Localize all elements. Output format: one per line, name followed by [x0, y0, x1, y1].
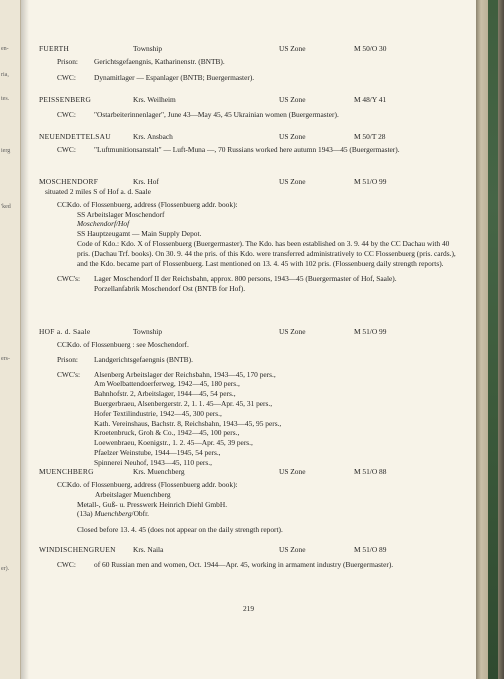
- field-text: Gerichtsgefaengnis, Katharinenstr. (BNTB).: [94, 57, 225, 66]
- field-text: Lager Moschendorf II der Reichsbahn, approx. 800 persons, 1943—45 (Buergermaster of Hof, Saale).: [94, 274, 397, 284]
- field-text: Landgerichtsgefaengnis (BNTB).: [94, 354, 193, 364]
- place-name: NEUENDETTELSAU: [39, 132, 111, 141]
- entry-hof: [39, 327, 459, 468]
- entry-moschendorf: [39, 177, 459, 294]
- cwcs-line: [39, 274, 459, 294]
- cwc-line: [39, 145, 459, 155]
- place-name: HOF a. d. Saale: [39, 327, 91, 336]
- list-item: Am Woelbattendoerferweg, 1942—45, 180 pers.,: [94, 379, 240, 389]
- place-name: FUERTH: [39, 44, 70, 53]
- zone: US Zone: [279, 327, 306, 336]
- entry-muenchberg: [39, 467, 459, 535]
- field-text: Porzellanfabrik Moschendorf Ost (BNTB for Hof).: [94, 284, 246, 294]
- book-cover-edge: [488, 0, 498, 679]
- camp-list: [94, 370, 459, 468]
- district: Krs. Muenchberg: [133, 467, 185, 476]
- entry-fuerth: [39, 44, 459, 83]
- zone: US Zone: [279, 467, 306, 476]
- code-paragraph: Code of Kdo.: Kdo. X of Flossenbuerg (Buergermaster). The Kdo. has been established on 3. 9. 44 by the CC Dachau with 40 pris. (Dachau Trf. books). On 30. 9. 44 the pris. of this Kdo. were transferred administratively to CC Flossenbuerg (pris. cards.), and the Kdo. became part of Flossenbuerg. Last mentioned on 13. 4. 45 with 102 pris. (Flossenbuerg daily strength reports).: [77, 238, 456, 268]
- location-note: situated 2 miles S of Hof a. d. Saale: [45, 187, 151, 196]
- entry-header: [39, 132, 459, 142]
- place-name: PEISSENBERG: [39, 95, 92, 104]
- district: Township: [133, 44, 163, 53]
- list-item: Pfaelzer Weinstube, 1944—1945, 54 pers.,: [94, 447, 221, 457]
- cwc-line: [39, 110, 459, 120]
- document-page: [21, 0, 476, 679]
- map-reference: M 51/O 99: [354, 177, 387, 186]
- list-item: Hofer Textilindustrie, 1942—45, 300 pers.,: [94, 408, 222, 418]
- field-label: CWC's:: [57, 274, 81, 284]
- entry-header: [39, 545, 459, 555]
- margin-fragment: ria,: [1, 72, 9, 78]
- field-label: CWC's:: [57, 369, 81, 379]
- page-number: 219: [242, 604, 255, 613]
- map-reference: M 51/O 88: [354, 467, 387, 476]
- map-reference: M 51/O 99: [354, 327, 387, 336]
- address-line: SS Hauptzeugamt — Main Supply Depot.: [77, 229, 202, 239]
- cckdo-line: CCKdo. of Flossenbuerg, address (Flossenbuerg addr. book):: [57, 199, 238, 209]
- district: Township: [133, 327, 163, 336]
- field-label: CWC:: [57, 145, 76, 154]
- list-item: Kath. Vereinshaus, Bachstr. 8, Reichsbahn, 1943—45, 95 pers.,: [94, 418, 282, 428]
- map-reference: M 50/T 28: [354, 132, 386, 141]
- cwcs-line: [39, 370, 459, 468]
- closed-note: Closed before 13. 4. 45 (does not appear on the daily strength report).: [77, 525, 283, 535]
- margin-fragment: tes.: [1, 96, 10, 102]
- prison-line: [39, 355, 459, 365]
- entry-header: [39, 467, 459, 477]
- gutter-shadow: [21, 0, 29, 679]
- list-item: Kroetenbruck, Groh & Co., 1942—45, 100 pers.,: [94, 428, 240, 438]
- entry-header: [39, 44, 459, 54]
- map-reference: M 50/O 30: [354, 44, 387, 53]
- entry-header: [39, 177, 459, 187]
- field-text: Dynamitlager — Espanlager (BNTB; Buergermaster).: [94, 72, 255, 82]
- entry-neuendettelsau: [39, 132, 459, 155]
- zone: US Zone: [279, 132, 306, 141]
- zone: US Zone: [279, 545, 306, 554]
- field-text: of 60 Russian men and women, Oct. 1944—Apr. 45, working in armament industry (Buergermaster).: [94, 560, 394, 569]
- entry-header: [39, 95, 459, 105]
- entry-windischengruen: [39, 545, 459, 570]
- field-label: CWC:: [57, 110, 76, 119]
- field-label: CWC:: [57, 72, 76, 82]
- margin-fragment: er).: [1, 566, 10, 572]
- field-label: Prison:: [57, 354, 78, 364]
- cwc-line: [39, 560, 459, 570]
- field-label: Prison:: [57, 57, 78, 66]
- facing-page-edge: [0, 0, 21, 679]
- cckdo-line: CCKdo. of Flossenbuerg, address (Flossenbuerg addr. book):: [57, 480, 238, 489]
- map-reference: M 48/Y 41: [354, 95, 387, 104]
- field-text: "Ostarbeiterinnenlager", June 43—May 45, 45 Ukrainian women (Buergermaster).: [94, 110, 339, 119]
- list-item: Bahnhofstr. 2, Arbeitslager, 1944—45, 54 pers.,: [94, 389, 236, 399]
- margin-fragment: 'ked: [1, 204, 11, 210]
- list-item: Spinnerei Neuhof, 1943—45, 110 pers.,: [94, 457, 212, 467]
- zone: US Zone: [279, 95, 306, 104]
- address-line: Arbeitslager Muenchberg: [95, 489, 171, 499]
- list-item: Buergerbraeu, Alsenbergerstr. 2, 1. 1. 45—Apr. 45, 31 pers.,: [94, 398, 273, 408]
- list-item: Loewenbraeu, Koenigstr., 1. 2. 45—Apr. 45, 39 pers.,: [94, 438, 253, 448]
- place-name: MOSCHENDORF: [39, 177, 99, 186]
- margin-fragment: en-: [1, 46, 9, 52]
- district: Krs. Ansbach: [133, 132, 173, 141]
- margin-fragment: ierg: [1, 148, 11, 154]
- address-line: SS Arbeitslager Moschendorf: [77, 209, 165, 219]
- prison-line: [39, 57, 459, 67]
- address-line: Metall-, Guß- u. Presswerk Heinrich Diehl GmbH.: [77, 499, 228, 509]
- zone: US Zone: [279, 177, 306, 186]
- entry-peissenberg: [39, 95, 459, 120]
- district: Krs. Weilheim: [133, 95, 176, 104]
- place-name: MUENCHBERG: [39, 467, 94, 476]
- address-line: (13a) Muenchberg/Obfr.: [77, 509, 149, 519]
- district: Krs. Hof: [133, 177, 159, 186]
- entry-header: [39, 327, 459, 337]
- zone: US Zone: [279, 44, 306, 53]
- field-text: "Luftmunitionsanstalt" — Luft-Muna —, 70 Russians worked here autumn 1943—45 (Buergermaster).: [94, 145, 400, 154]
- list-item: Alsenberg Arbeitslager der Reichsbahn, 1943—45, 170 pers.,: [94, 369, 276, 379]
- margin-fragment: ers-: [1, 356, 10, 362]
- cwc-line: [39, 73, 459, 83]
- cckdo-line: CCKdo. of Flossenbuerg : see Moschendorf.: [57, 340, 189, 349]
- address-line: Moschendorf/Hof: [77, 219, 130, 229]
- place-name: WINDISCHENGRUEN: [39, 545, 116, 554]
- district: Krs. Naila: [133, 545, 164, 554]
- map-reference: M 51/O 89: [354, 545, 387, 554]
- field-label: CWC:: [57, 560, 76, 569]
